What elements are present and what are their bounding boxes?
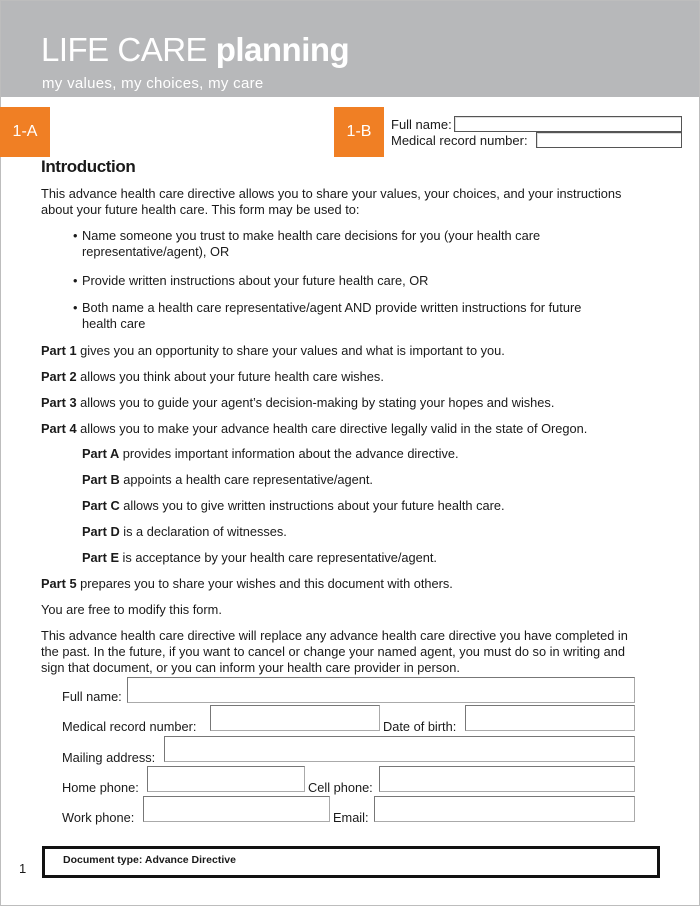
bullet-text: Both name a health care representative/agent AND provide written instructions for future — [82, 300, 582, 315]
subpart-label: Part C — [82, 498, 120, 513]
bullet-text: Name someone you trust to make health care decisions for you (your health care — [82, 228, 541, 243]
document-type-label: Document type: Advance Directive — [63, 854, 236, 866]
subpart-label: Part D — [82, 524, 120, 539]
bullet-dot: • — [73, 273, 78, 288]
bullet-dot: • — [73, 228, 78, 243]
part-label: Part 1 — [41, 343, 77, 358]
bullet-text: representative/agent), OR — [82, 244, 230, 259]
home-phone-label: Home phone: — [62, 780, 139, 795]
mailing-address-input[interactable] — [164, 736, 635, 762]
part-line — [41, 421, 587, 437]
part-text: allows you to guide your agent’s decision-making by stating your hopes and wishes. — [76, 395, 555, 410]
home-phone-input[interactable] — [147, 766, 305, 792]
subpart-line — [82, 498, 505, 514]
page-header — [1, 1, 699, 97]
bullet-text: health care — [82, 316, 146, 331]
subpart-line — [82, 524, 287, 540]
mailing-address-label: Mailing address: — [62, 750, 156, 765]
part-line — [41, 369, 384, 385]
part-line — [41, 395, 554, 411]
subpart-line — [82, 550, 437, 566]
email-label: Email: — [333, 810, 369, 825]
subpart-text: appoints a health care representative/agent. — [119, 472, 373, 487]
part-text: allows you think about your future health care wishes. — [76, 369, 384, 384]
section-tag-1b: 1-B — [334, 107, 384, 157]
subpart-label: Part B — [82, 472, 120, 487]
intro-heading: Introduction — [41, 157, 136, 176]
brand-title — [41, 31, 349, 69]
subpart-line — [82, 472, 373, 488]
document-type-box — [42, 846, 660, 878]
subpart-text: is a declaration of witnesses. — [119, 524, 287, 539]
full-name-label: Full name: — [62, 689, 122, 704]
top-medical-record-label: Medical record number: — [391, 133, 528, 148]
title-main: LIFE CARE — [41, 31, 208, 68]
work-phone-input[interactable] — [143, 796, 330, 822]
subpart-label: Part E — [82, 550, 119, 565]
subpart-text: provides important information about the advance directive. — [119, 446, 459, 461]
part-text: prepares you to share your wishes and this document with others. — [76, 576, 453, 591]
part-line — [41, 343, 505, 359]
part-text: gives you an opportunity to share your values and what is important to you. — [76, 343, 505, 358]
bullet-item — [73, 273, 429, 289]
section-tag-1a: 1-A — [0, 107, 50, 157]
subpart-text: is acceptance by your health care representative/agent. — [119, 550, 437, 565]
top-full-name-input[interactable] — [454, 116, 682, 132]
part-line — [41, 576, 453, 592]
medical-record-input[interactable] — [210, 705, 380, 731]
replace-line-2: the past. In the future, if you want to cancel or change your named agent, you must do so in writing and — [41, 644, 626, 659]
part-label: Part 2 — [41, 369, 77, 384]
dob-input[interactable] — [465, 705, 635, 731]
email-input[interactable] — [374, 796, 635, 822]
replace-line-3: sign that document, or you can inform your health care provider in person. — [41, 660, 460, 675]
subpart-line — [82, 446, 459, 462]
bullet-text: Provide written instructions about your future health care, OR — [82, 273, 429, 288]
title-bold: planning — [215, 31, 350, 68]
part-label: Part 4 — [41, 421, 77, 436]
replace-line-1: This advance health care directive will replace any advance health care directive you have completed in — [41, 628, 628, 643]
part-label: Part 5 — [41, 576, 77, 591]
full-name-input[interactable] — [127, 677, 635, 703]
intro-paragraph — [41, 186, 621, 218]
medical-record-label: Medical record number: — [62, 719, 197, 734]
brand-subtitle: my values, my choices, my care — [42, 75, 264, 92]
replace-paragraph — [41, 628, 628, 676]
modify-note: You are free to modify this form. — [41, 602, 222, 617]
cell-phone-input[interactable] — [379, 766, 635, 792]
bullet-dot: • — [73, 300, 78, 315]
page-number: 1 — [19, 861, 27, 876]
dob-label: Date of birth: — [383, 719, 457, 734]
top-medical-record-input[interactable] — [536, 132, 682, 148]
subpart-text: allows you to give written instructions about your future health care. — [119, 498, 505, 513]
bullet-item — [73, 228, 541, 260]
work-phone-label: Work phone: — [62, 810, 135, 825]
cell-phone-label: Cell phone: — [308, 780, 373, 795]
top-full-name-label: Full name: — [391, 117, 452, 132]
bullet-item — [73, 300, 582, 332]
part-text: allows you to make your advance health care directive legally valid in the state of Oregon. — [76, 421, 588, 436]
subpart-label: Part A — [82, 446, 120, 461]
intro-line-2: about your future health care. This form may be used to: — [41, 202, 360, 217]
intro-line-1: This advance health care directive allows you to share your values, your choices, and your instructions — [41, 186, 622, 201]
part-label: Part 3 — [41, 395, 77, 410]
